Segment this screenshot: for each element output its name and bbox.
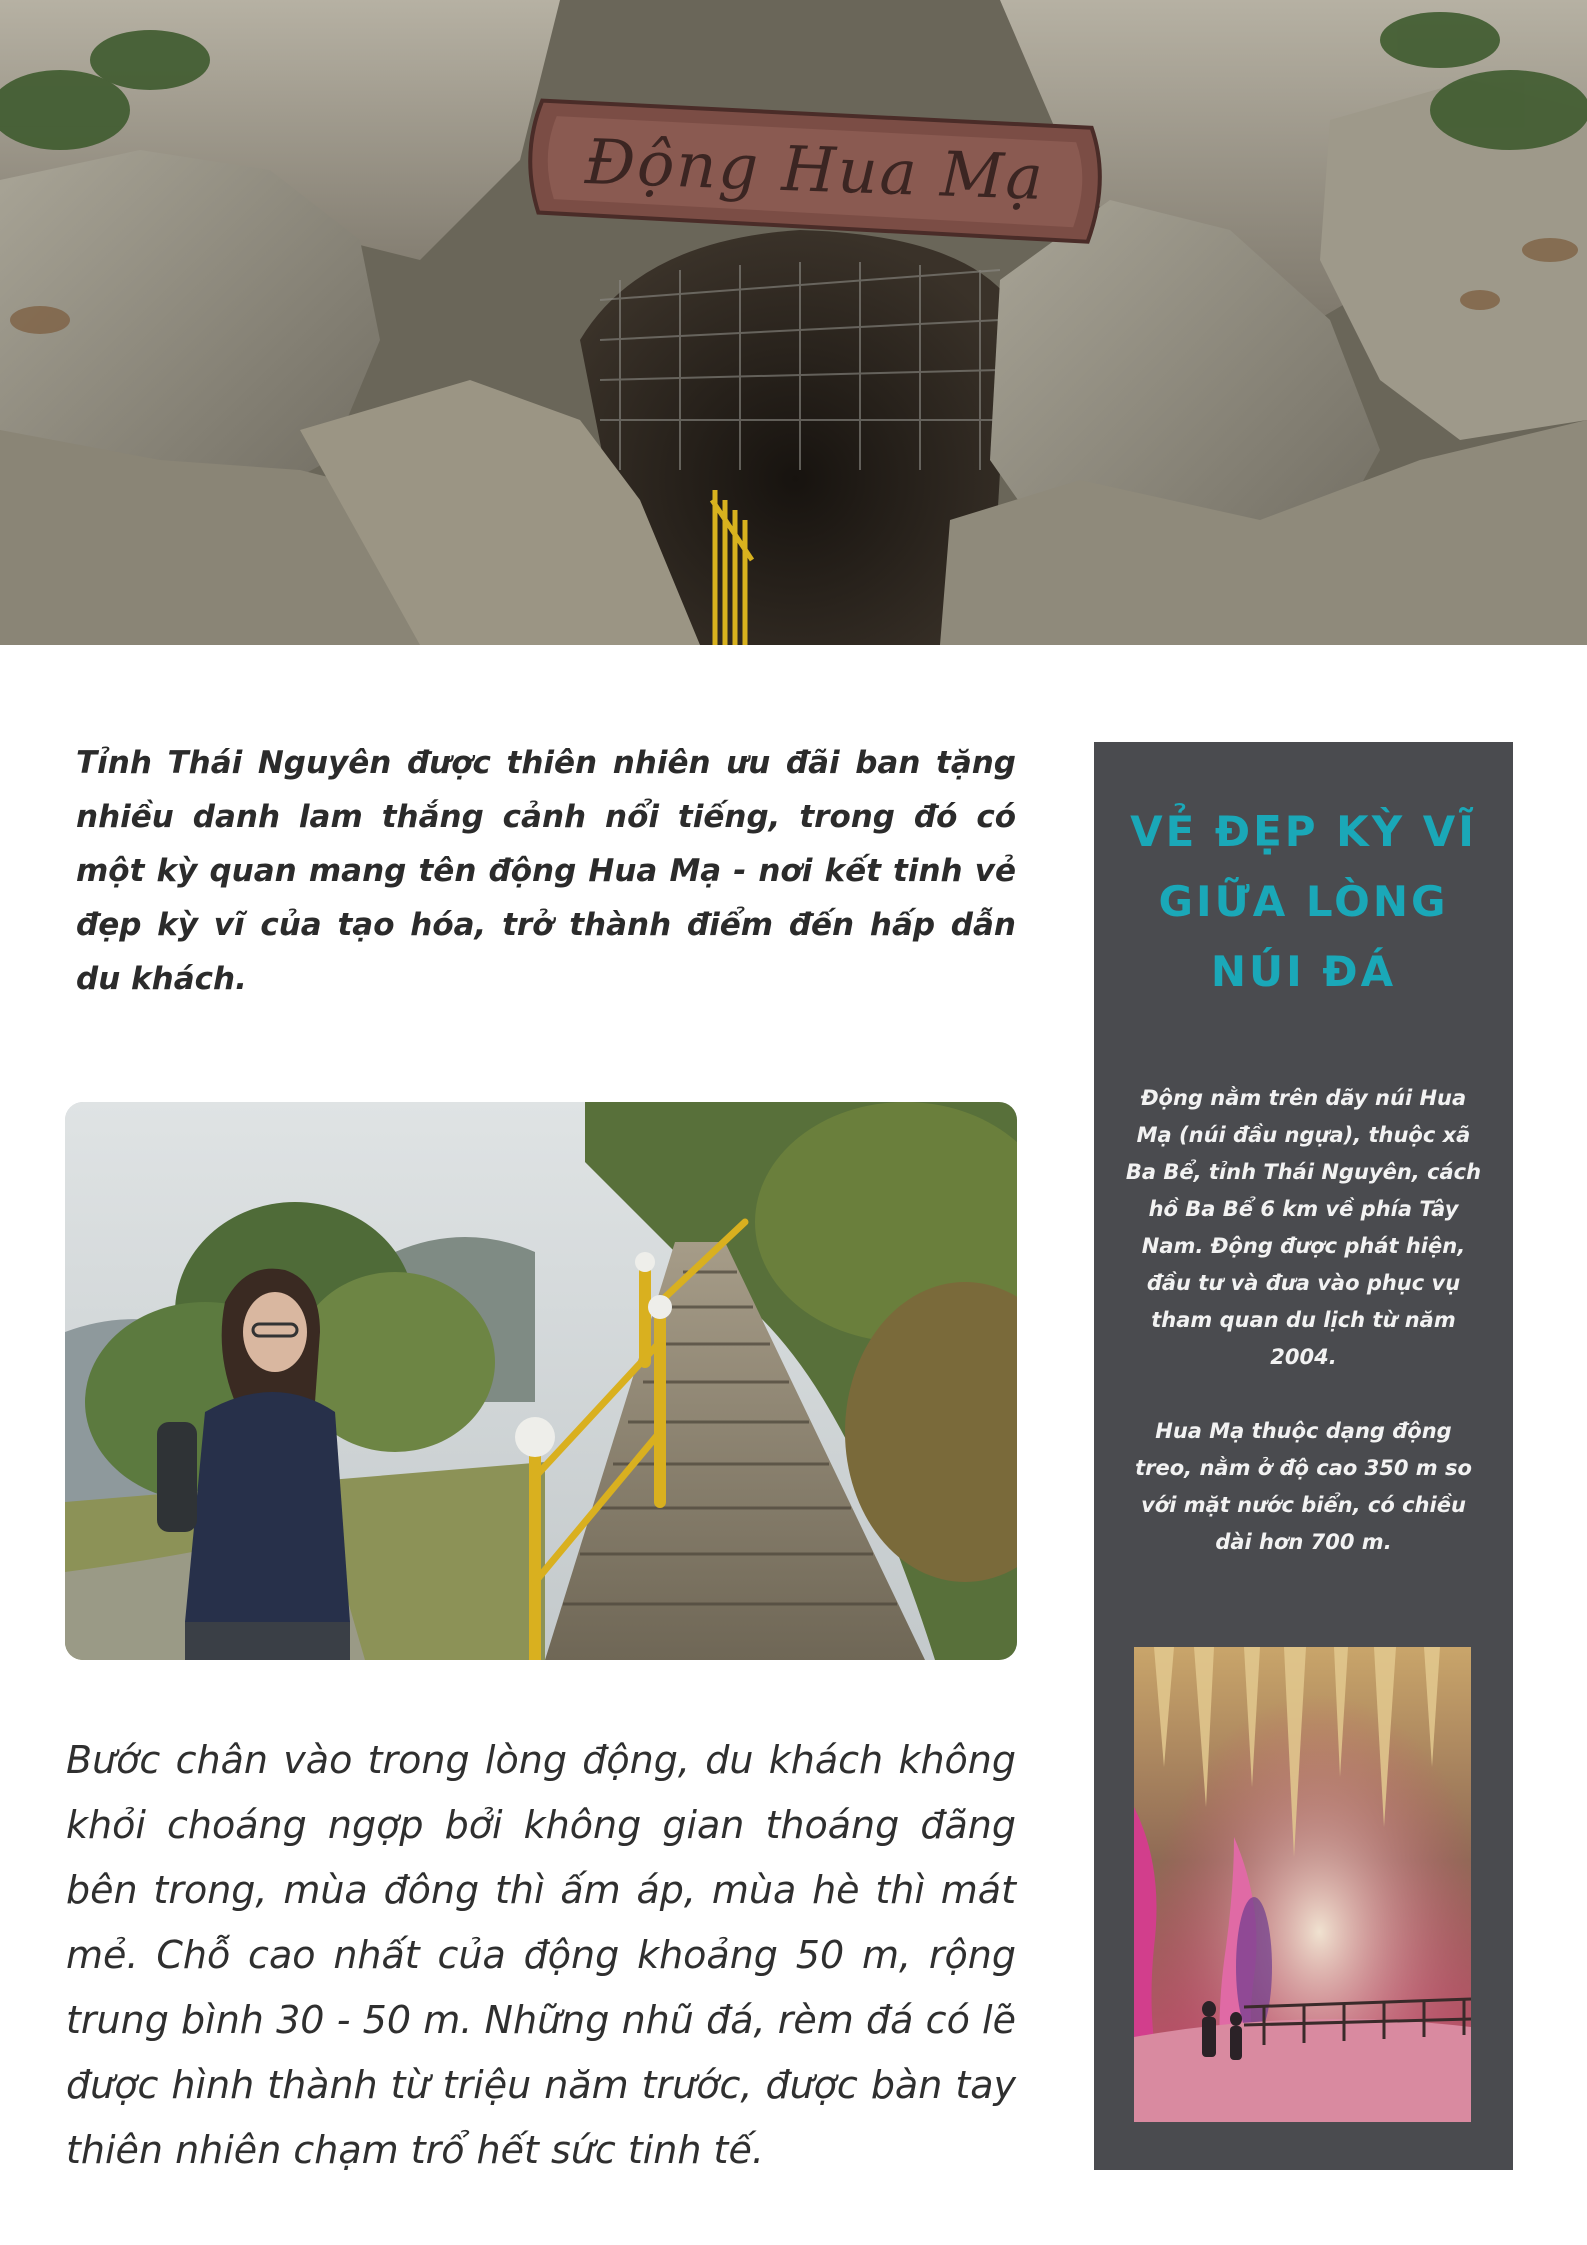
sidebar-body	[1124, 1080, 1483, 1561]
sidebar-paragraph-altitude: Hua Mạ thuộc dạng động treo, nằm ở độ cao 350 m so với mặt nước biển, có chiều dài hơn 700 m.	[1135, 1419, 1472, 1554]
intro-paragraph: Tỉnh Thái Nguyên được thiên nhiên ưu đãi ban tặng nhiều danh lam thắng cảnh nổi tiếng, trong đó có một kỳ quan mang tên động Hua Mạ - nơi kết tinh vẻ đẹp kỳ vĩ của tạo hóa, trở thành điểm đến hấp dẫn du khách.	[76, 745, 1016, 997]
body-paragraph: Bước chân vào trong lòng động, du khách không khỏi choáng ngợp bởi không gian thoáng đãng bên trong, mùa đông thì ấm áp, mùa hè thì mát mẻ. Chỗ cao nhất của động khoảng 50 m, rộng trung bình 30 - 50 m. Những nhũ đá, rèm đá có lẽ được hình thành từ triệu năm trước, được bàn tay thiên nhiên chạm trổ hết sức tinh tế.	[66, 1738, 1016, 2172]
sidebar-title	[1094, 797, 1513, 1007]
cave-interior-photo	[1134, 1647, 1471, 2122]
sidebar-title-line-2: GIỮA LÒNG	[1158, 877, 1449, 926]
sidebar-title-line-1: VẺ ĐẸP KỲ VĨ	[1130, 807, 1477, 856]
sidebar-paragraph-location: Động nằm trên dãy núi Hua Mạ (núi đầu ngựa), thuộc xã Ba Bể, tỉnh Thái Nguyên, cách hồ Ba Bể 6 km về phía Tây Nam. Động được phát hiện, đầu tư và đưa vào phục vụ tham quan du lịch từ năm 2004.	[1125, 1086, 1482, 1369]
cave-interior-illustration	[1134, 1647, 1471, 2122]
sidebar-panel	[1094, 742, 1513, 2170]
hiker-stairs-illustration	[65, 1102, 1017, 1660]
sidebar-title-line-3: NÚI ĐÁ	[1210, 947, 1397, 996]
cave-entrance-illustration	[0, 0, 1587, 645]
cave-name-sign	[533, 94, 1097, 243]
cave-name-sign-text: Động Hua Mạ	[583, 124, 1047, 214]
hero-photo	[0, 0, 1587, 645]
hiker-stairs-photo	[65, 1102, 1017, 1660]
